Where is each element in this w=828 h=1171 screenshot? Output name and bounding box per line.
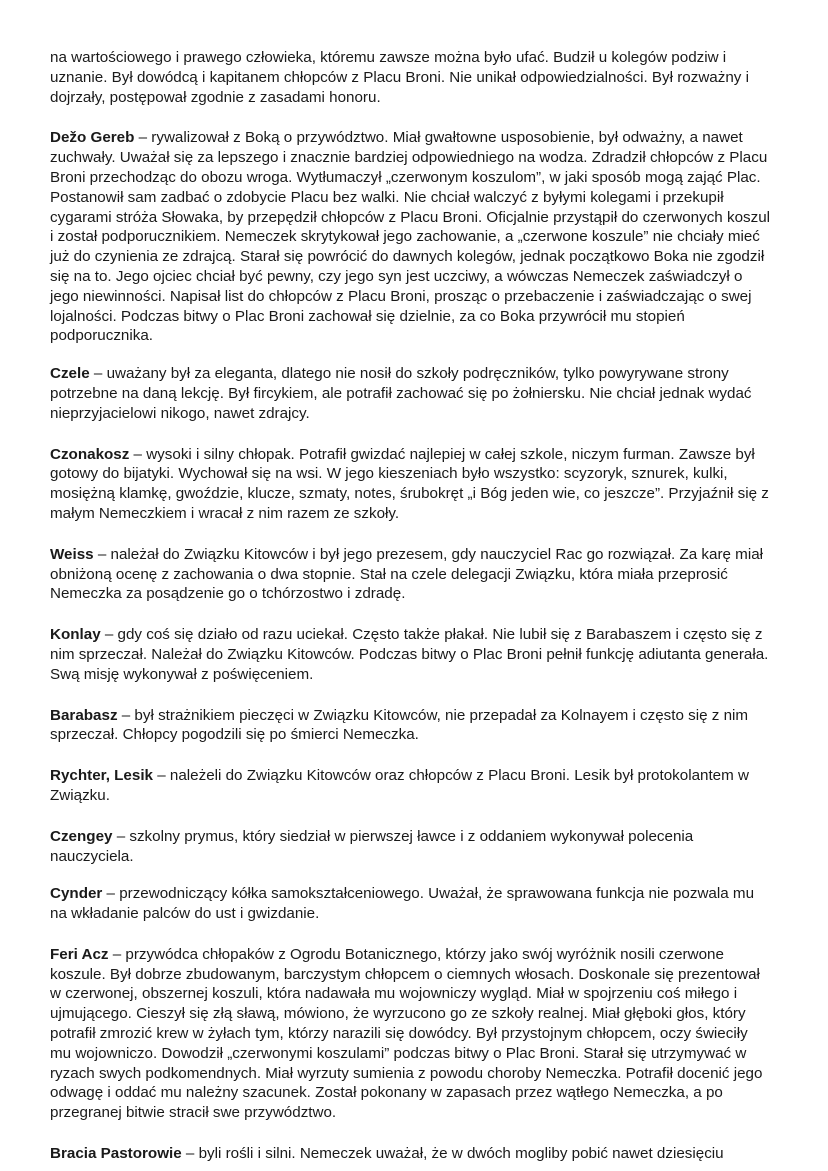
character-description: – przewodniczący kółka samokształceniowego. Uważał, że sprawowana funkcja nie pozwala mu na wkładanie palców do ust i gwizdanie. (50, 885, 755, 923)
character-description: – był strażnikiem pieczęci w Związku Kitowców, nie przepadał za Kolnayem i często się z nim sprzeczał. Chłopcy pogodzili się po śmierci Nemeczka. (50, 706, 749, 744)
character-description: – szkolny prymus, który siedział w pierwszej ławce i z oddaniem wykonywał polecenia nauczyciela. (50, 827, 694, 865)
character-name: Czengey (50, 827, 113, 845)
character-description: – należeli do Związku Kitowców oraz chłopców z Placu Broni. Lesik był protokolantem w Związku. (50, 767, 749, 804)
document-page (50, 48, 772, 1164)
character-entry-czengey (50, 827, 772, 867)
character-name: Dežo Gereb (50, 129, 135, 147)
character-name: Weiss (50, 545, 94, 563)
character-name: Feri Acz (50, 945, 109, 963)
character-description: – rywalizował z Boką o przywództwo. Miał gwałtowne usposobienie, był odważny, a nawet zuchwały. Uważał się za lepszego i znacznie bardziej odpowiedniego na wodza. Zdradził chłopców z Placu Broni przechodząc do obozu wroga. Wytłumaczył „czerwonym koszulom”, w jaki sposób mogą zająć Plac. Postanowił sam zadbać o zdobycie Placu bez walki. Nie chciał walczyć z byłymi kolegami i przekupił cygarami stróża Słowaka, by przepędził chłopców z Placu Broni. Oficjalnie przystąpił do czerwonych koszul i został podporucznikiem. Nemeczek skrytykował jego zachowanie, a „czerwone koszule” nie chciały mieć już do czynienia ze zdrajcą. Starał się powrócić do dawnych kolegów, jednak początkowo Boka nie zgodził się na to. Jego ojciec chciał być pewny, czy jego syn jest uczciwy, a wówczas Nemeczek zaświadczył o jego niewinności. Napisał list do chłopców z Placu Broni, prosząc o przebaczenie i zaświadczając o swej lojalności. Podczas bitwy o Plac Broni zachował się dzielnie, za co Boka przywrócił mu stopień podporucznika. (50, 129, 771, 345)
intro-paragraph: na wartościowego i prawego człowieka, któremu zawsze można było ufać. Budził u kolegów podziw i uznanie. Był dowódcą i kapitanem chłopców z Placu Broni. Nie unikał odpowiedzialności. Był rozważny i dojrzały, postępował zgodnie z zasadami honoru. (50, 49, 749, 106)
character-entry-barabasz (50, 706, 772, 746)
character-name: Rychter, Lesik (50, 767, 153, 785)
character-entry-gereb (50, 128, 772, 346)
character-name: Cynder (50, 885, 103, 903)
character-name: Czonakosz (50, 445, 130, 463)
character-description: – wysoki i silny chłopak. Potrafił gwizdać najlepiej w całej szkole, niczym furman. Zawsze był gotowy do bijatyki. Wychował się na wsi. W jego kieszeniach było wszystko: scyzoryk, sznurek, kulki, mosiężną klamkę, gwoździe, klucze, szmaty, notes, śrubokręt „i Bóg jeden wie, co jeszcze”. Przyjaźnił się z małym Nemeczkiem i wracał z nim razem ze szkoły. (50, 445, 769, 522)
character-entry-cynder (50, 884, 772, 924)
character-name: Bracia Pastorowie (50, 1145, 182, 1163)
character-name: Barabasz (50, 706, 118, 724)
character-entry-czele (50, 364, 772, 423)
character-entry-rychter-lesik (50, 766, 772, 806)
character-entry-konlay (50, 625, 772, 684)
character-entry-pastorowie (50, 1144, 772, 1164)
character-description: – uważany był za eleganta, dlatego nie nosił do szkoły podręczników, tylko powyrywane strony potrzebne na daną lekcję. Był fircykiem, ale potrafił zachować się po żołniersku. Nie chciał jednak wydać nieprzyjacielowi nikogo, nawet zdrajcy. (50, 365, 752, 422)
character-description: – przywódca chłopaków z Ogrodu Botanicznego, którzy jako swój wyróżnik nosili czerwone koszule. Był dobrze zbudowanym, barczystym chłopcem o ciemnych włosach. Doskonale się prezentował w czerwonej, obszernej koszuli, która nadawała mu wojowniczy wygląd. Miał w spojrzeniu coś miłego i ujmującego. Cieszył się złą sławą, mówiono, że wyrzucono go ze szkoły realnej. Miał głęboki głos, który potrafił zmrozić krew w żyłach tym, którzy narazili się dowódcy. Był przystojnym chłopcem, oczy świeciły mu wojowniczo. Dowodził „czerwonymi koszulami” podczas bitwy o Plac Broni. Starał się utrzymywać w ryzach swych podkomendnych. Miał wyrzuty sumienia z powodu choroby Nemeczka. Potrafił docenić jego odwagę i oddać mu należny szacunek. Został pokonany w zapasach przez wątłego Nemeczka, a po przegranej bitwie stracił swe przywództwo. (50, 945, 763, 1122)
character-name: Konlay (50, 626, 101, 644)
character-name: Czele (50, 365, 90, 383)
character-entry-weiss (50, 545, 772, 604)
character-description: – gdy coś się działo od razu uciekał. Często także płakał. Nie lubił się z Barabaszem i często się z nim sprzeczał. Należał do Związku Kitowców. Podczas bitwy o Plac Broni pełnił funkcję adiutanta generała. Swą misję wykonywał z poświęceniem. (50, 626, 769, 683)
character-entry-feri-acz (50, 945, 772, 1123)
character-description: – należał do Związku Kitowców i był jego prezesem, gdy nauczyciel Rac go rozwiązał. Za karę miał obniżoną ocenę z zachowania o dwa stopnie. Stał na czele delegacji Związku, która miała przeprosić Nemeczka za posądzenie go o tchórzostwo i zdradę. (50, 545, 764, 603)
character-entry-czonakosz (50, 445, 772, 524)
character-description: – byli rośli i silni. Nemeczek uważał, że w dwóch mogliby pobić nawet dziesięciu (181, 1145, 724, 1163)
